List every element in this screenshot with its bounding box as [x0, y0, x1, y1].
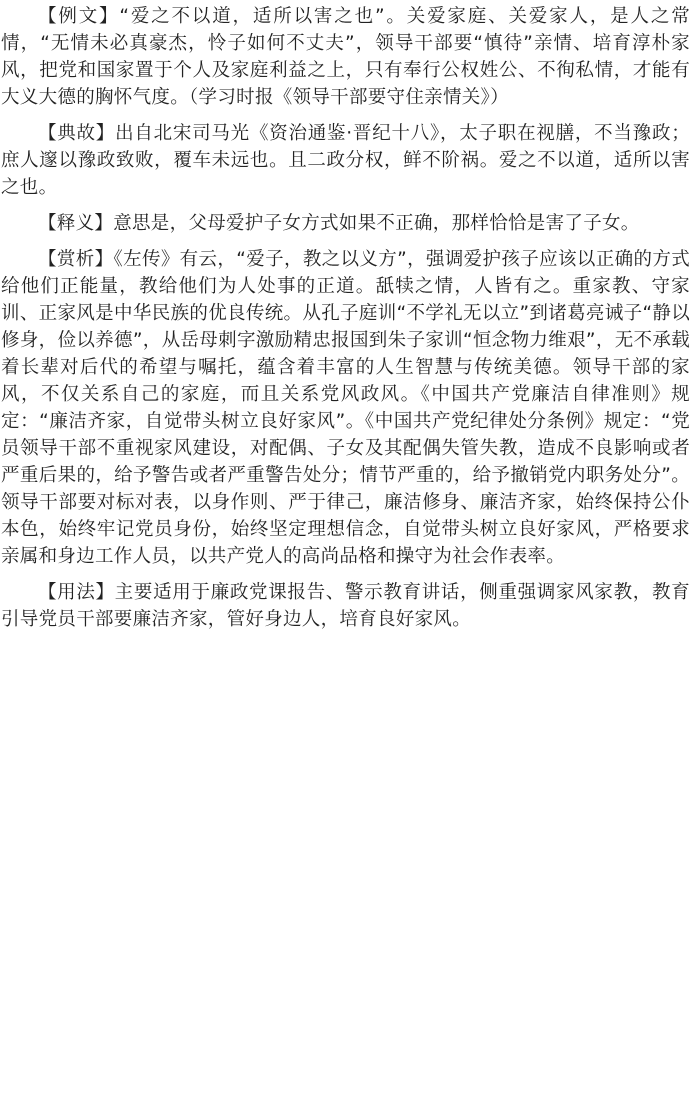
paragraph-example — [1, 3, 690, 111]
paragraph-usage — [1, 579, 690, 633]
paragraph-meaning — [1, 210, 690, 237]
paragraph-label: 【用法】 — [38, 582, 115, 603]
paragraph-text: 主要适用于廉政党课报告、警示教育讲话，侧重强调家风家教，教育引导党员干部要廉洁齐家，管好身边人，培育良好家风。 — [1, 582, 690, 630]
paragraph-text: 意思是，父母爱护子女方式如果不正确，那样恰恰是害了子女。 — [113, 213, 640, 234]
paragraph-appreciation — [1, 246, 690, 570]
paragraph-allusion — [1, 120, 690, 201]
paragraph-label: 【释义】 — [38, 213, 114, 234]
paragraph-label: 【典故】 — [38, 123, 116, 144]
paragraph-text: 《左传》有云，“爱子，教之以义方”，强调爱护孩子应该以正确的方式给他们正能量，教给他们为人处事的正道。舐犊之情，人皆有之。重家教、守家训、正家风是中华民族的优良传统。从孔子庭训“不学礼无以立”到诸葛亮诫子“静以修身，俭以养德”，从岳母刺字激励精忠报国到朱子家训“恒念物力维艰”，无不承载着长辈对后代的希望与嘱托，蕴含着丰富的人生智慧与传统美德。领导干部的家风，不仅关系自己的家庭，而且关系党风政风。《中国共产党廉洁自律准则》规定：“廉洁齐家，自觉带头树立良好家风”。《中国共产党纪律处分条例》规定：“党员领导干部不重视家风建设，对配偶、子女及其配偶失管失教，造成不良影响或者严重后果的，给予警告或者严重警告处分；情节严重的，给予撤销党内职务处分”。领导干部要对标对表，以身作则、严于律己，廉洁修身、廉洁齐家，始终保持公仆本色，始终牢记党员身份，始终坚定理想信念，自觉带头树立良好家风，严格要求亲属和身边工作人员，以共产党人的高尚品格和操守为社会作表率。 — [1, 249, 690, 567]
paragraph-text: 出自北宋司马光《资治通鉴·晋纪十八》，太子职在视膳，不当豫政；庶人邃以豫政致败，覆车未远也。且二政分权，鲜不阶祸。爱之不以道，适所以害之也。 — [1, 123, 691, 198]
paragraph-label: 【例文】 — [38, 6, 120, 27]
paragraph-text: “爱之不以道，适所以害之也”。关爱家庭、关爱家人，是人之常情，“无情未必真豪杰，怜子如何不丈夫”，领导干部要“慎待”亲情、培育淳朴家风，把党和国家置于个人及家庭利益之上，只有奉行公权姓公、不徇私情，才能有大义大德的胸怀气度。（学习时报《领导干部要守住亲情关》） — [1, 6, 691, 108]
paragraph-label: 【赏析】 — [38, 249, 114, 270]
